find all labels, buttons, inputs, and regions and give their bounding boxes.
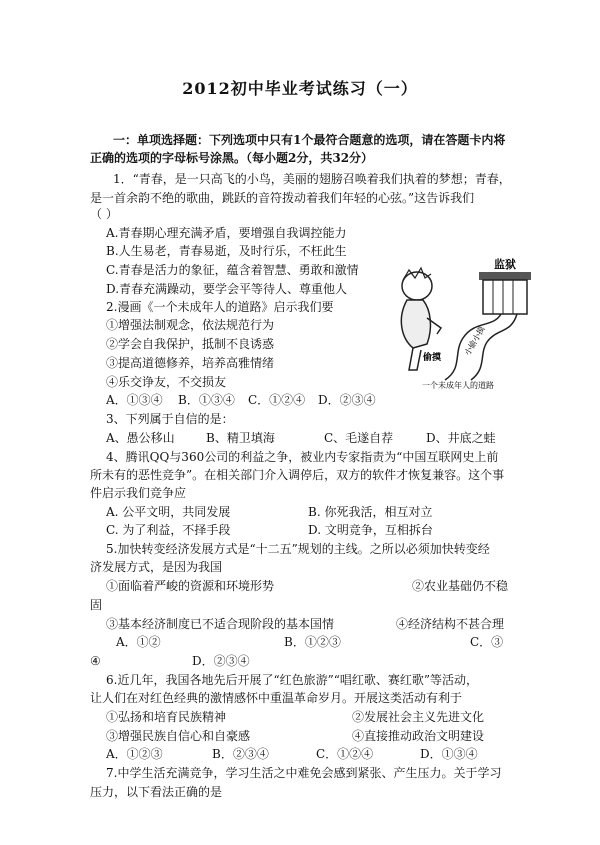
q6-item-4: ④直接推动政治文明建设 xyxy=(352,729,485,743)
cartoon-svg xyxy=(383,258,533,393)
q3-choices xyxy=(106,430,496,446)
cartoon-illustration xyxy=(383,258,533,393)
q5-stem-line2: 济发展方式，是因为我国 xyxy=(90,560,223,574)
q5-item-4: ④经济结构不甚合理 xyxy=(396,617,505,631)
q6-stem-line1: 6.近几年，我国各地先后开展了“红色旅游”“唱红歌、赛红歌”等活动， xyxy=(106,673,478,687)
character-body xyxy=(401,300,430,348)
section-header-line2: 正确的选项的字母标号涂黑。（每小题2分，共32分） xyxy=(90,151,374,165)
q3-choice-b: B、精卫填海 xyxy=(206,431,275,445)
q4-stem-line3: 件启示我们竞争应 xyxy=(90,486,187,500)
q4-choice-d: D. 文明竞争，互相拆台 xyxy=(308,523,433,537)
prison-wall xyxy=(483,280,527,314)
q2-stem: 2.漫画《一个未成年人的道路》启示我们要 xyxy=(106,300,334,314)
q2-choices xyxy=(106,392,376,408)
q6-choice-c: C．①②④ xyxy=(316,747,374,761)
q6-item-3: ③增强民族自信心和自豪感 xyxy=(106,729,251,743)
road-label-1: 偷摸 xyxy=(423,353,442,363)
q2-item-3: ③提高道德修养，培养高雅情绪 xyxy=(106,356,275,370)
prison-sign: 监狱 xyxy=(494,258,516,271)
q1-stem-line2: 是一首余韵不绝的歌曲，跳跃的音符拨动着我们年轻的心弦。”这告诉我们 xyxy=(90,191,475,205)
q6-item-2: ②发展社会主义先进文化 xyxy=(352,710,485,724)
q4-stem-line2: 所未有的恶性竞争”。在相关部门介入调停后，双方的软件才恢复兼容。这个事 xyxy=(90,468,505,482)
q2-item-2: ②学会自我保护，抵制不良诱惑 xyxy=(106,337,275,351)
q1-option-a: A.青春期心理充满矛盾，要增强自我调控能力 xyxy=(106,226,347,240)
q4-choice-c: C. 为了利益，不择手段 xyxy=(106,523,231,537)
page-title: 2012初中毕业考试练习（一） xyxy=(182,79,418,98)
q5-item-1: ①面临着严峻的资源和环境形势 xyxy=(106,579,275,593)
q7-stem-line1: 7.中学生活充满竞争，学习生活之中难免会感到紧张、产生压力。关于学习 xyxy=(106,766,502,780)
cartoon-caption: 一个未成年人的道路 xyxy=(422,381,494,390)
section-header-line1: 一：单项选择题：下列选项中只有1个最符合题意的选项，请在答题卡内将 xyxy=(113,133,506,147)
q2-choice-d: D．②③④ xyxy=(318,393,376,407)
q6-item-1: ①弘扬和培育民族精神 xyxy=(106,710,227,724)
q4-choice-b: B. 你死我活，相互对立 xyxy=(308,505,433,519)
q3-stem: 3、下列属于自信的是： xyxy=(106,412,234,426)
q5-choice-d: D．②③④ xyxy=(192,654,250,668)
road-label-2: 小偷小摸 xyxy=(462,324,487,357)
q1-answer-blank: （ ） xyxy=(90,207,118,221)
q6-choice-d: D．①③④ xyxy=(420,747,478,761)
q6-stem-line2: 让人们在对红色经典的激情感怀中重温革命岁月。开展这类活动有利于 xyxy=(90,691,463,705)
q5-stem-line1: 5.加快转变经济发展方式是“十二五”规划的主线。之所以必须加快转变经 xyxy=(106,542,490,556)
q1-stem-line1: 1．“青春，是一只高飞的小鸟，美丽的翅膀召唤着我们执着的梦想；青春， xyxy=(113,172,511,186)
q6-choice-a: A．①②③ xyxy=(106,747,163,761)
q5-item-2: ②农业基础仍不稳 xyxy=(412,579,509,593)
q2-item-4: ④乐交诤友，不交损友 xyxy=(106,375,227,389)
q4-stem-line1: 4、腾讯QQ与360公司的利益之争，被业内专家指责为“中国互联网史上前 xyxy=(106,450,499,464)
q2-item-1: ①增强法制观念，依法规范行为 xyxy=(106,318,275,332)
q5-item-2-cont: 固 xyxy=(90,598,103,612)
q3-choice-d: D、井底之蛙 xyxy=(426,431,496,445)
q5-choice-b: B．①②③ xyxy=(284,635,341,649)
q2-choice-b: B．①③④ xyxy=(178,393,235,407)
prison-roof xyxy=(479,272,531,280)
q1-option-d: D.青春充满躁动，要学会平等待人、尊重他人 xyxy=(106,282,348,296)
character-leg xyxy=(409,348,421,370)
q1-option-b: B.人生易老，青春易逝，及时行乐，不枉此生 xyxy=(106,244,347,258)
q5-choice-a: A．①② xyxy=(116,635,161,649)
q2-choice-c: C．①②④ xyxy=(248,393,306,407)
q5-choice-c-cont: ④ xyxy=(90,654,101,668)
q5-choice-c: C．③ xyxy=(470,635,504,649)
q6-choice-b: B．②③④ xyxy=(212,747,269,761)
q5-item-3: ③基本经济制度已不适合现阶段的基本国情 xyxy=(106,617,335,631)
road-edge-right xyxy=(471,314,517,380)
q3-choice-a: A、愚公移山 xyxy=(106,431,175,445)
q3-choice-c: C、毛遂自荐 xyxy=(324,431,394,445)
q2-choice-a: A．①③④ xyxy=(106,393,163,407)
q7-stem-line2: 压力，以下看法正确的是 xyxy=(90,785,223,799)
q4-choice-a: A. 公平文明，共同发展 xyxy=(106,505,231,519)
q1-option-c: C.青春是活力的象征，蕴含着智慧、勇敢和激情 xyxy=(106,263,359,277)
